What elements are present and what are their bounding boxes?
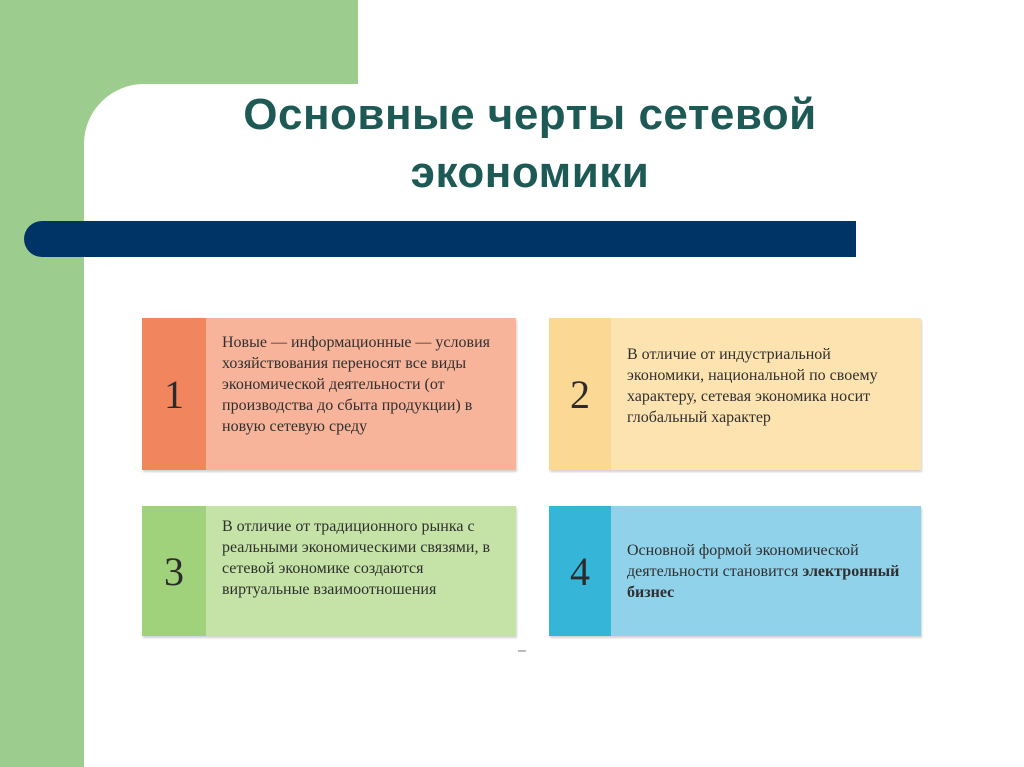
card-text	[611, 506, 921, 636]
divider-dash	[518, 650, 526, 652]
card-number: 3	[142, 506, 206, 636]
card-text: В отличие от традиционного рынка с реальными экономическими связями, в сетевой экономике создаются виртуальные взаимоотношения	[206, 506, 516, 636]
card-number: 1	[142, 318, 206, 470]
card-number: 4	[549, 506, 611, 636]
title-underline-bar	[24, 221, 856, 257]
card-text-regular: Основной формой экономической деятельности становится	[627, 542, 859, 580]
feature-card-1	[142, 318, 516, 470]
card-text-bold: электронный бизнес	[627, 563, 900, 601]
title-line-1: Основные черты сетевой	[243, 90, 817, 139]
card-text: В отличие от индустриальной экономики, национальной по своему характеру, сетевая экономика носит глобальный характер	[611, 318, 921, 470]
page-title	[140, 86, 920, 202]
card-text: Новые — информационные — условия хозяйствования переносят все виды экономической деятельности (от производства до сбыта продукции) в новую сетевую среду	[206, 318, 516, 470]
title-line-2: экономики	[410, 148, 650, 197]
feature-card-2	[549, 318, 921, 470]
card-number: 2	[549, 318, 611, 470]
feature-card-3	[142, 506, 516, 636]
feature-card-4	[549, 506, 921, 636]
